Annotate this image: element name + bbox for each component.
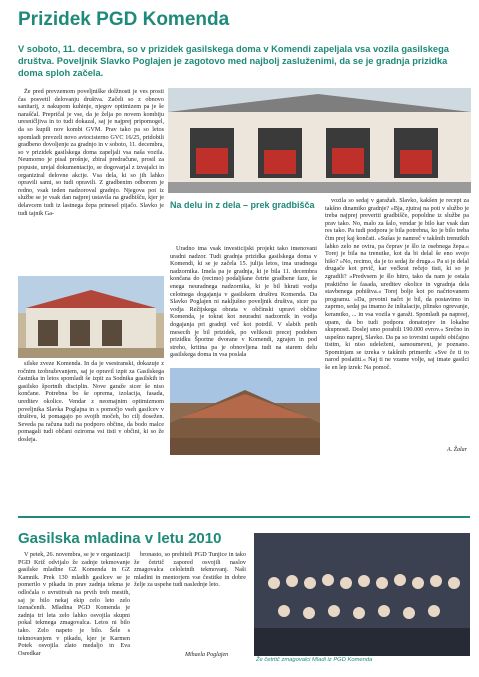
article-text: Uradno ima vsak investicijski projekt tako imenovani uradni nadzor. Tudi gradnja prizidka gasilskega doma v Komendi, ki se je začela 15. julija letos, ima uradnega nadzornika. Imela pa je gradnja, ki je bila 11. decembra končana do (recimo) podaljšane četrte gradbene faze, še enega neuradnega nadzornika, ki je bil hkrati vodja celotnega dogajanja v gasilskem društvu Komenda. Da Slavko Poglajen ni nakljušno poveljnik društva, sicer pa vodja Režijskega obrata v občinski upravi občine Komenda, je tokrat kot neuradni nadzornik in vodja dogajanja pri gradnji več kot potrdil. V slabih petih mesecih je bil prizidek, po velikosti precej podoben prizidku Športne dvorane v Komendi, zgrajen in pod streho, kritina pa je obnovljena tudi na starem delu gasilskega doma in vsa poslala [170,245,317,359]
article-column-1a [18,88,164,274]
article-text: Že pred prevzemom poveljniške dolžnosti je ves prosti čas posvetil delovanju društva. Začeli so z obnovo sanitarij, z nakupom kuhinje, njegov optimizem pa je še naraščal. Prepričal je vse, da je želja po novem kombiju uresničljiva in to tudi dokazal, saj je najprej pripomogel, da so kupili nov kombi GVM. Prav tako pa so letos spomladi prevzeli novo avtocisterno GVC 16/25, pridobili gradbeno dovoljenje za gradnjo in v soboto, 11. decembra, so v prizidek gasilskega doma zapeljali vsa naša vozila. Neumorno je pisal prošnje, zbiral predračune, prosil za popuste, urejal dokumentacijo, se dogovarjal z izvajalci in organiziral delovne akcije. Vsa dela, ki so jih lahko opravili sami, so tudi opravili. Z gradbenim odborom je redno, vsak teden nadzoroval gradnjo. Njegova pot iz službe se je vsak dan najprej ustavila na gradbišču, kjer je delavcem tudi iz lastnega žepa prinesel pijačo. Slavko je tudi tajnik Ga- [18,88,164,217]
building-extension-photo [18,276,164,358]
article-lead: V soboto, 11. decembra, so v prizidek gasilskega doma v Komendi zapeljala vsa vozila gasilskega društva. Poveljnik Slavko Poglajen je zagotovo med najbolj zasluženimi, da se je gradnja prizidka doma sploh začela. [18,44,449,78]
roof-construction-photo [170,368,320,455]
youth-group-photo [254,533,470,656]
roof-illustration [170,368,320,455]
building-illustration [18,276,164,358]
fire-station-illustration [168,88,471,193]
photo-caption: Že četrtič zmagovalci Mladi iz PGD Komenda [256,657,373,663]
article2-column-1 [18,551,130,661]
fire-station-photo [168,88,471,193]
section-subtitle: Na delu in z dela – prek gradbišča [170,200,315,210]
article-title: Prizidek PGD Komenda [18,9,230,30]
group-illustration [254,533,470,656]
article-title-2: Gasilska mladina v letu 2010 [18,530,222,547]
article-signature: A. Žalar [446,447,467,453]
article-text: silske zveze Komenda. In da je vsestranski, dokazuje z ročnim izobraževanjem, saj je opravil izpit za Gasilskega častnika in letos spomladi še izpit za Sodnika gasilskih in gasilsko športnih disciplin. Nove garaže sicer še niso končane. Potrebna bo še oprema, izolacija, fasada, ureditev okolice. Vendar z neomajnim optimizmom poveljnika Slavka Poglajna in s pomočjo vseh gasilcev v društvu, ki pomagajo po svojih močeh, bo cilj dosežen. Seveda pa računa tudi na podporo občine, da bodo malce pomagali tudi občani oziroma vsi tisti v občini, ki so že dosleja. [18,360,164,443]
article-text: V petek, 26. novembra, se je v organizaciji PGD Križ odvijalo že zadnje tekmovanje gasilske mladine GZ Komenda in GZ Kamnik. Prek 130 mladih gasilcev se je pomerilo v pikadu in prav zadnja tekma je odločala o uvrstitvah na prvih treh mestih, saj je bilo nekaj ekip celo leto zelo izenačenih. Mladina PGD Komenda je zadnja tri leta zelo lahko osvojila skupni pokal tekmega zmagovalca. Letos ni bilo tako. Zelo napeto je bilo. Šele s tekmovanjem v pikadu, kjer je Karmen Potek osvojila zlato medaljo in Eva Osredkar [18,551,130,657]
article-text: vozila so sedaj v garažah. Slavko, kakšen je recept za takšno dinamiko gradnje? »Bja, zjutraj na poti v službo je treba najprej preveriti gradbišče, popoldne iz službe pa prav tako. No, malo za šalo, vendar je bilo kar vsak dan res tako. Pa tudi podpora je bila potrebna, ko je bilo treba čim prej kaj končati. »Sušas je namreč v takšnih trenutkih lahko zelo ne ovira, pa čeprav je šlo iz osebnega žepa.« Torej je bila na trenutke, kot da bi delal še eno svojo hišo? »No, recimo, da je to sedaj že druga.« Pa si je delal drugače kot prvič, kar večkrat rečejo tisti, ki so je zgradili? »Predvsem je šlo hitro, tako da nam je ostala praktično še fasada, ureditev okolice in vgradnja dela stavbenega pohištva.« Torej bolje kot po načrtovanem programu. »Da, prvotni načrt je bil, da postavimo in zaprmo, sedaj pa imamo že inštalacije, plinsko ogrevanje, keramiko, ... in vsa vozila v garaži. Spomladi pa napreej, upam, da bo tudi podpora donatorjev in lokalne skupnosti. Doslej smo porabili 190.000 evrov.« Srečno in uspešno naprej, Slavko. Da pa so tovrstni uspehi običajno tistim, ki niso udeleženi, samoumevni, je poznano. Spominjam se izreka v takšnih primerih: »Sve če ti to narod poslatiti.« Naj ti ne vzame volje, saj imate gasilci še en lep izrek: Na pomoč. [325,197,469,372]
section-divider [18,516,470,518]
article2-signature: Mihaela Poglajen [185,652,229,658]
article-text: bronasto, so prehiteli PGD Tunjice in tako že četrtič zapored osvojili naslov zmagovalca celoletnih tekmovanj. Naši mladini in mentorjem vse čestitke in dobre želje za uspehe tudi naslednje leto. [134,551,246,589]
article2-column-2 [134,551,246,646]
article-column-3 [325,197,469,447]
article-column-1b [18,360,164,515]
